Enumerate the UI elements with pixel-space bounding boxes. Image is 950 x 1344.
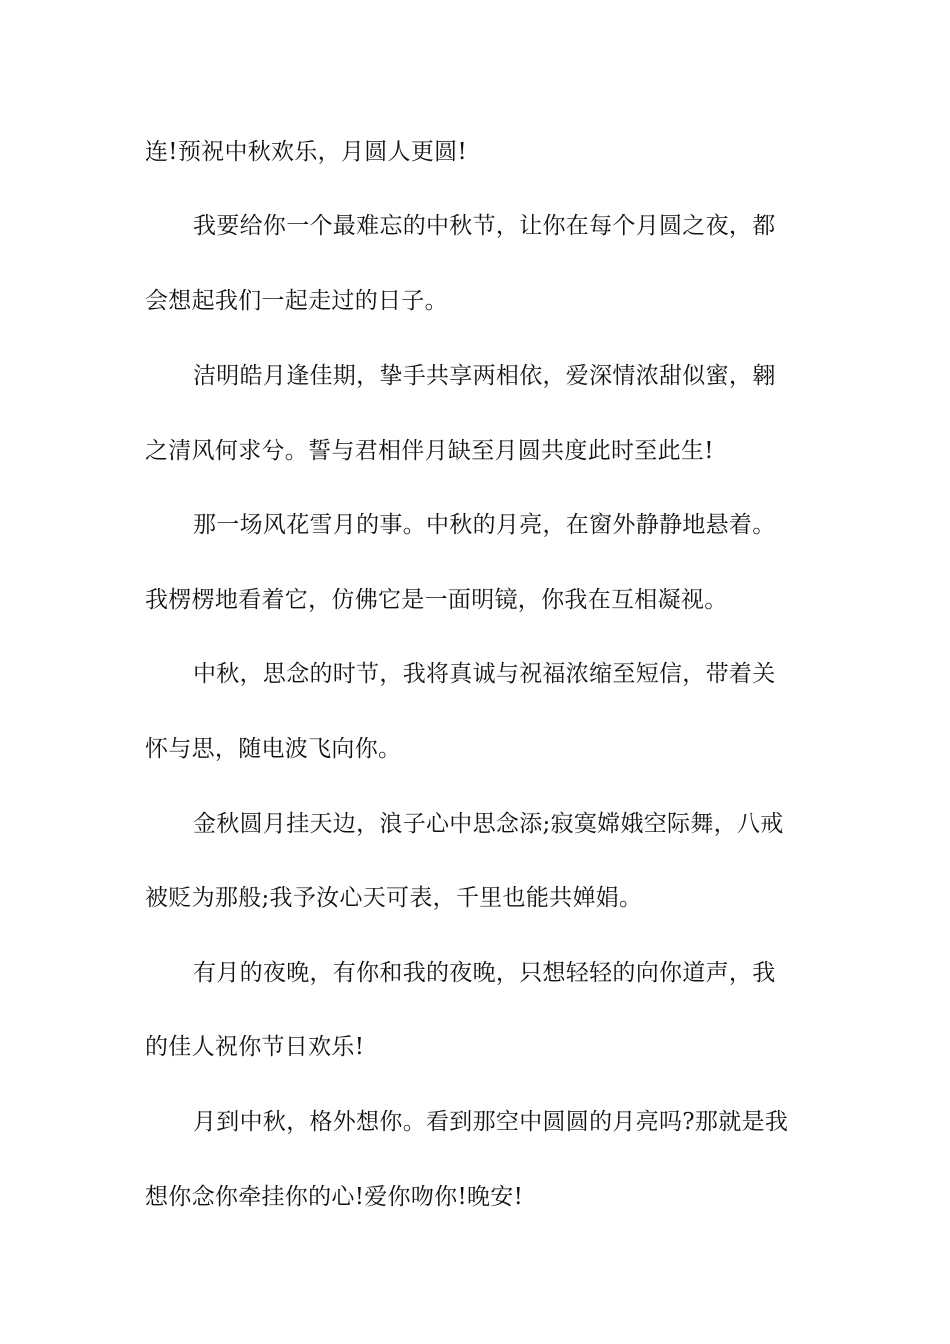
paragraph-5-line-1: 金秋圆月挂天边，浪子心中思念添;寂寞嫦娥空际舞，八戒 <box>193 811 784 837</box>
text-line-continuation: 连!预祝中秋欢乐，月圆人更圆! <box>145 139 467 165</box>
paragraph-6-line-1: 有月的夜晚，有你和我的夜晚，只想轻轻的向你道声，我 <box>193 960 776 986</box>
paragraph-3-line-1: 那一场风花雪月的事。中秋的月亮，在窗外静静地悬着。 <box>193 512 776 538</box>
paragraph-4-line-1: 中秋，思念的时节，我将真诚与祝福浓缩至短信，带着关 <box>193 661 776 687</box>
paragraph-3-line-2: 我楞楞地看着它，仿佛它是一面明镜，你我在互相凝视。 <box>145 587 728 613</box>
paragraph-1-line-1: 我要给你一个最难忘的中秋节，让你在每个月圆之夜，都 <box>193 213 776 239</box>
paragraph-7-line-1: 月到中秋，格外想你。看到那空中圆圆的月亮吗?那就是我 <box>193 1109 789 1135</box>
paragraph-6-line-2: 的佳人祝你节日欢乐! <box>145 1034 365 1060</box>
paragraph-1-line-2: 会想起我们一起走过的日子。 <box>145 288 448 314</box>
paragraph-5-line-2: 被贬为那般;我予汝心天可表，千里也能共婵娟。 <box>145 885 643 911</box>
paragraph-4-line-2: 怀与思，随电波飞向你。 <box>145 736 402 762</box>
paragraph-2-line-2: 之清风何求兮。誓与君相伴月缺至月圆共度此时至此生! <box>145 438 714 464</box>
paragraph-7-line-2: 想你念你牵挂你的心!爱你吻你!晚安! <box>145 1184 524 1210</box>
paragraph-2-line-1: 洁明皓月逢佳期，挚手共享两相依，爱深情浓甜似蜜，翱 <box>193 363 776 389</box>
